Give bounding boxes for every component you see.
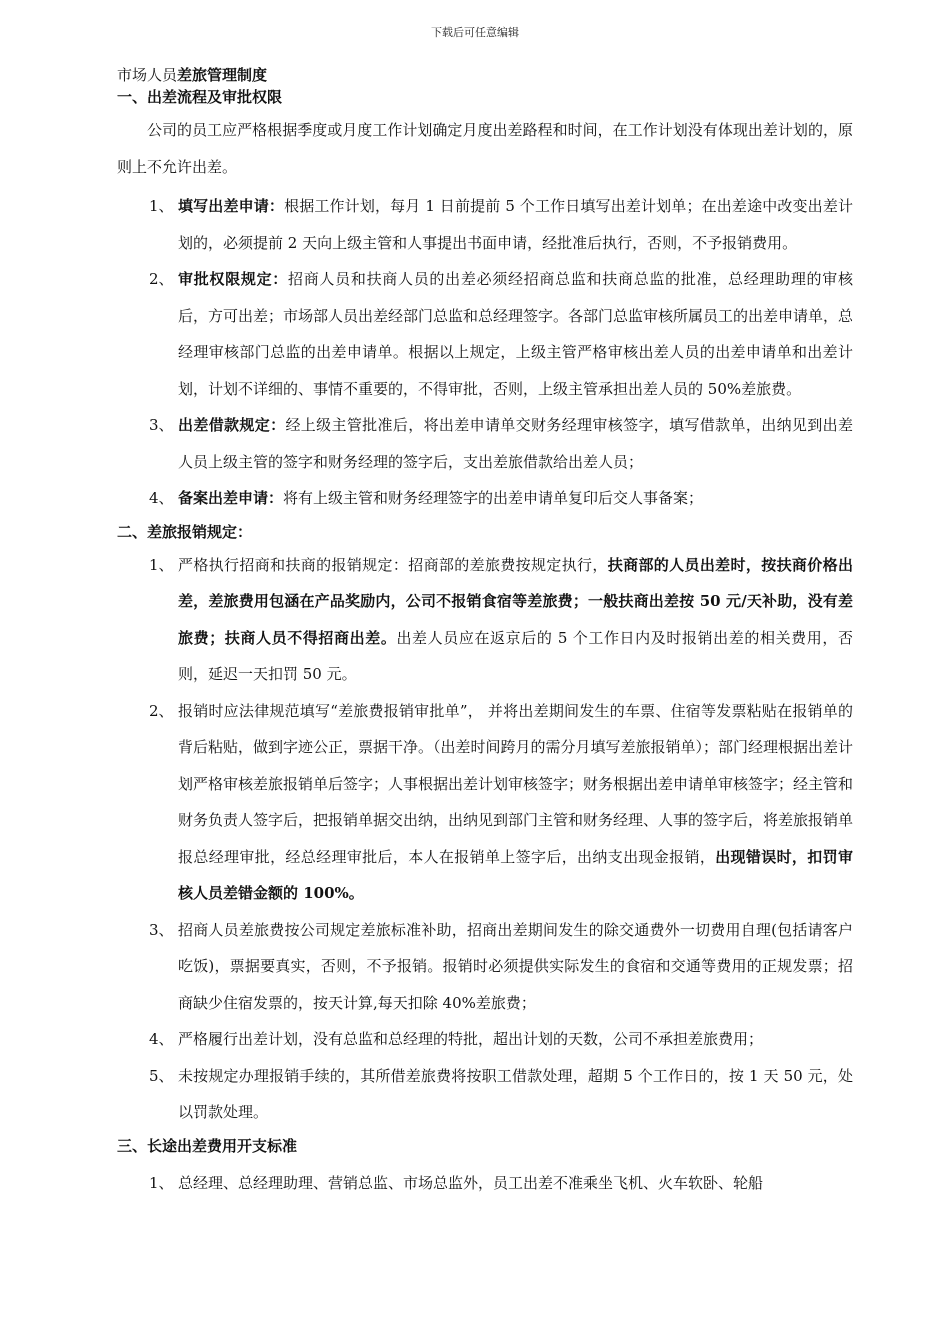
item-text-pre: 严格执行招商和扶商的报销规定：招商部的差旅费按规定执行，	[178, 555, 608, 574]
list-item	[117, 407, 853, 480]
item-number: 1、	[149, 555, 174, 574]
section-heading-2: 二、差旅报销规定：	[117, 522, 253, 541]
title-plain: 市场人员	[117, 66, 178, 84]
item-number: 5、	[149, 1066, 174, 1085]
list-item	[117, 188, 853, 261]
item-text: 根据工作计划，每月 1 日前提前 5 个工作日填写出差计划单；在出差途中改变出差计划的，必须提前 2 天向上级主管和人事提出书面申请，经批准后执行，否则，不予报销费用。	[178, 197, 853, 252]
item-bold-label: 备案出差申请：	[178, 489, 284, 507]
list-item	[117, 261, 853, 407]
item-text-pre: 未按规定办理报销手续的，其所借差旅费将按职工借款处理，超期 5 个工作日的，按 1 天 50 元，处以罚款处理。	[178, 1066, 853, 1121]
item-number: 1、	[149, 1173, 174, 1192]
document-title	[117, 64, 853, 86]
item-number: 3、	[149, 920, 174, 939]
item-text-pre: 严格履行出差计划，没有总监和总经理的特批，超出计划的天数，公司不承担差旅费用；	[178, 1030, 764, 1048]
item-text: 将有上级主管和财务经理签字的出差申请单复印后交人事备案；	[283, 489, 704, 507]
item-number: 4、	[149, 1030, 174, 1048]
section-1-intro: 公司的员工应严格根据季度或月度工作计划确定月度出差路程和时间，在工作计划没有体现出差计划的，原则上不允许出差。	[117, 121, 853, 176]
section-2-list	[117, 547, 853, 1131]
item-number: 4、	[149, 489, 174, 507]
section-1-list	[117, 188, 853, 517]
list-item	[117, 912, 853, 1022]
item-number: 3、	[149, 416, 174, 434]
section-heading-3: 三、长途出差费用开支标准	[117, 1136, 298, 1155]
document-body	[117, 64, 853, 1201]
item-number: 2、	[149, 270, 174, 288]
list-item	[117, 1058, 853, 1131]
item-text-pre: 总经理、总经理助理、营销总监、市场总监外，员工出差不准乘坐飞机、火车软卧、轮船	[178, 1173, 764, 1192]
page-header: 下载后可任意编辑	[431, 26, 519, 39]
item-text-pre: 招商人员差旅费按公司规定差旅标准补助，招商出差期间发生的除交通费外一切费用自理(包括请客户吃饭)，票据要真实，否则，不予报销。报销时必须提供实际发生的食宿和交通等费用的正规发票；招商缺少住宿发票的，按天计算,每天扣除 40%差旅费；	[178, 920, 853, 1012]
item-number: 2、	[149, 701, 174, 720]
list-item	[117, 480, 853, 517]
title-bold: 差旅管理制度	[177, 66, 268, 84]
item-text: 招商人员和扶商人员的出差必须经招商总监和扶商总监的批准，总经理助理的审核后，方可出差；市场部人员出差经部门总监和总经理签字。各部门总监审核所属员工的出差申请单，总经理审核部门总监的出差申请单。根据以上规定，上级主管严格审核出差人员的出差申请单和出差计划，计划不详细的、事情不重要的，不得审批，否则，上级主管承担出差人员的 50%差旅费。	[178, 270, 854, 398]
item-bold-label: 填写出差申请：	[178, 197, 285, 215]
item-text-pre: 报销时应法律规范填写“差旅费报销审批单”， 并将出差期间发生的车票、住宿等发票粘贴在报销单的背后粘贴，做到字迹公正，票据干净。（出差时间跨月的需分月填写差旅报销单）；部门经理根据出差计划严格审核差旅报销单后签字；人事根据出差计划审核签字；财务根据出差申请单审核签字；经主管和财务负责人签字后，把报销单据交出纳，出纳见到部门主管和财务经理、人事的签字后，将差旅报销单报总经理审批，经总经理审批后，本人在报销单上签字后，出纳支出现金报销，	[178, 701, 854, 866]
item-bold-text: 扶商部的人员出差时，按扶商价格出差，差旅费用包涵在产品奖励内，公司不报销食宿等差旅费；一般扶商出差按 50 元/天补助，没有差旅费；扶商人员不得招商出差。	[178, 555, 853, 647]
list-item	[117, 693, 853, 912]
item-text-post: 出差人员应在返京后的 5 个工作日内及时报销出差的相关费用，否则，延迟一天扣罚 50 元。	[178, 628, 853, 683]
section-heading-1: 一、出差流程及审批权限	[117, 88, 283, 106]
item-bold-text: 出现错误时，扣罚审核人员差错金额的 100%。	[178, 847, 853, 902]
item-bold-label: 出差借款规定：	[178, 416, 286, 434]
item-bold-label: 审批权限规定：	[178, 270, 288, 288]
section-3-list	[117, 1165, 853, 1202]
list-item	[117, 547, 853, 693]
list-item	[117, 1021, 853, 1058]
item-text: 经上级主管批准后，将出差申请单交财务经理审核签字，填写借款单，出纳见到出差人员上级主管的签字和财务经理的签字后，支出差旅借款给出差人员；	[178, 416, 853, 471]
list-item	[117, 1165, 853, 1202]
item-number: 1、	[149, 197, 174, 215]
